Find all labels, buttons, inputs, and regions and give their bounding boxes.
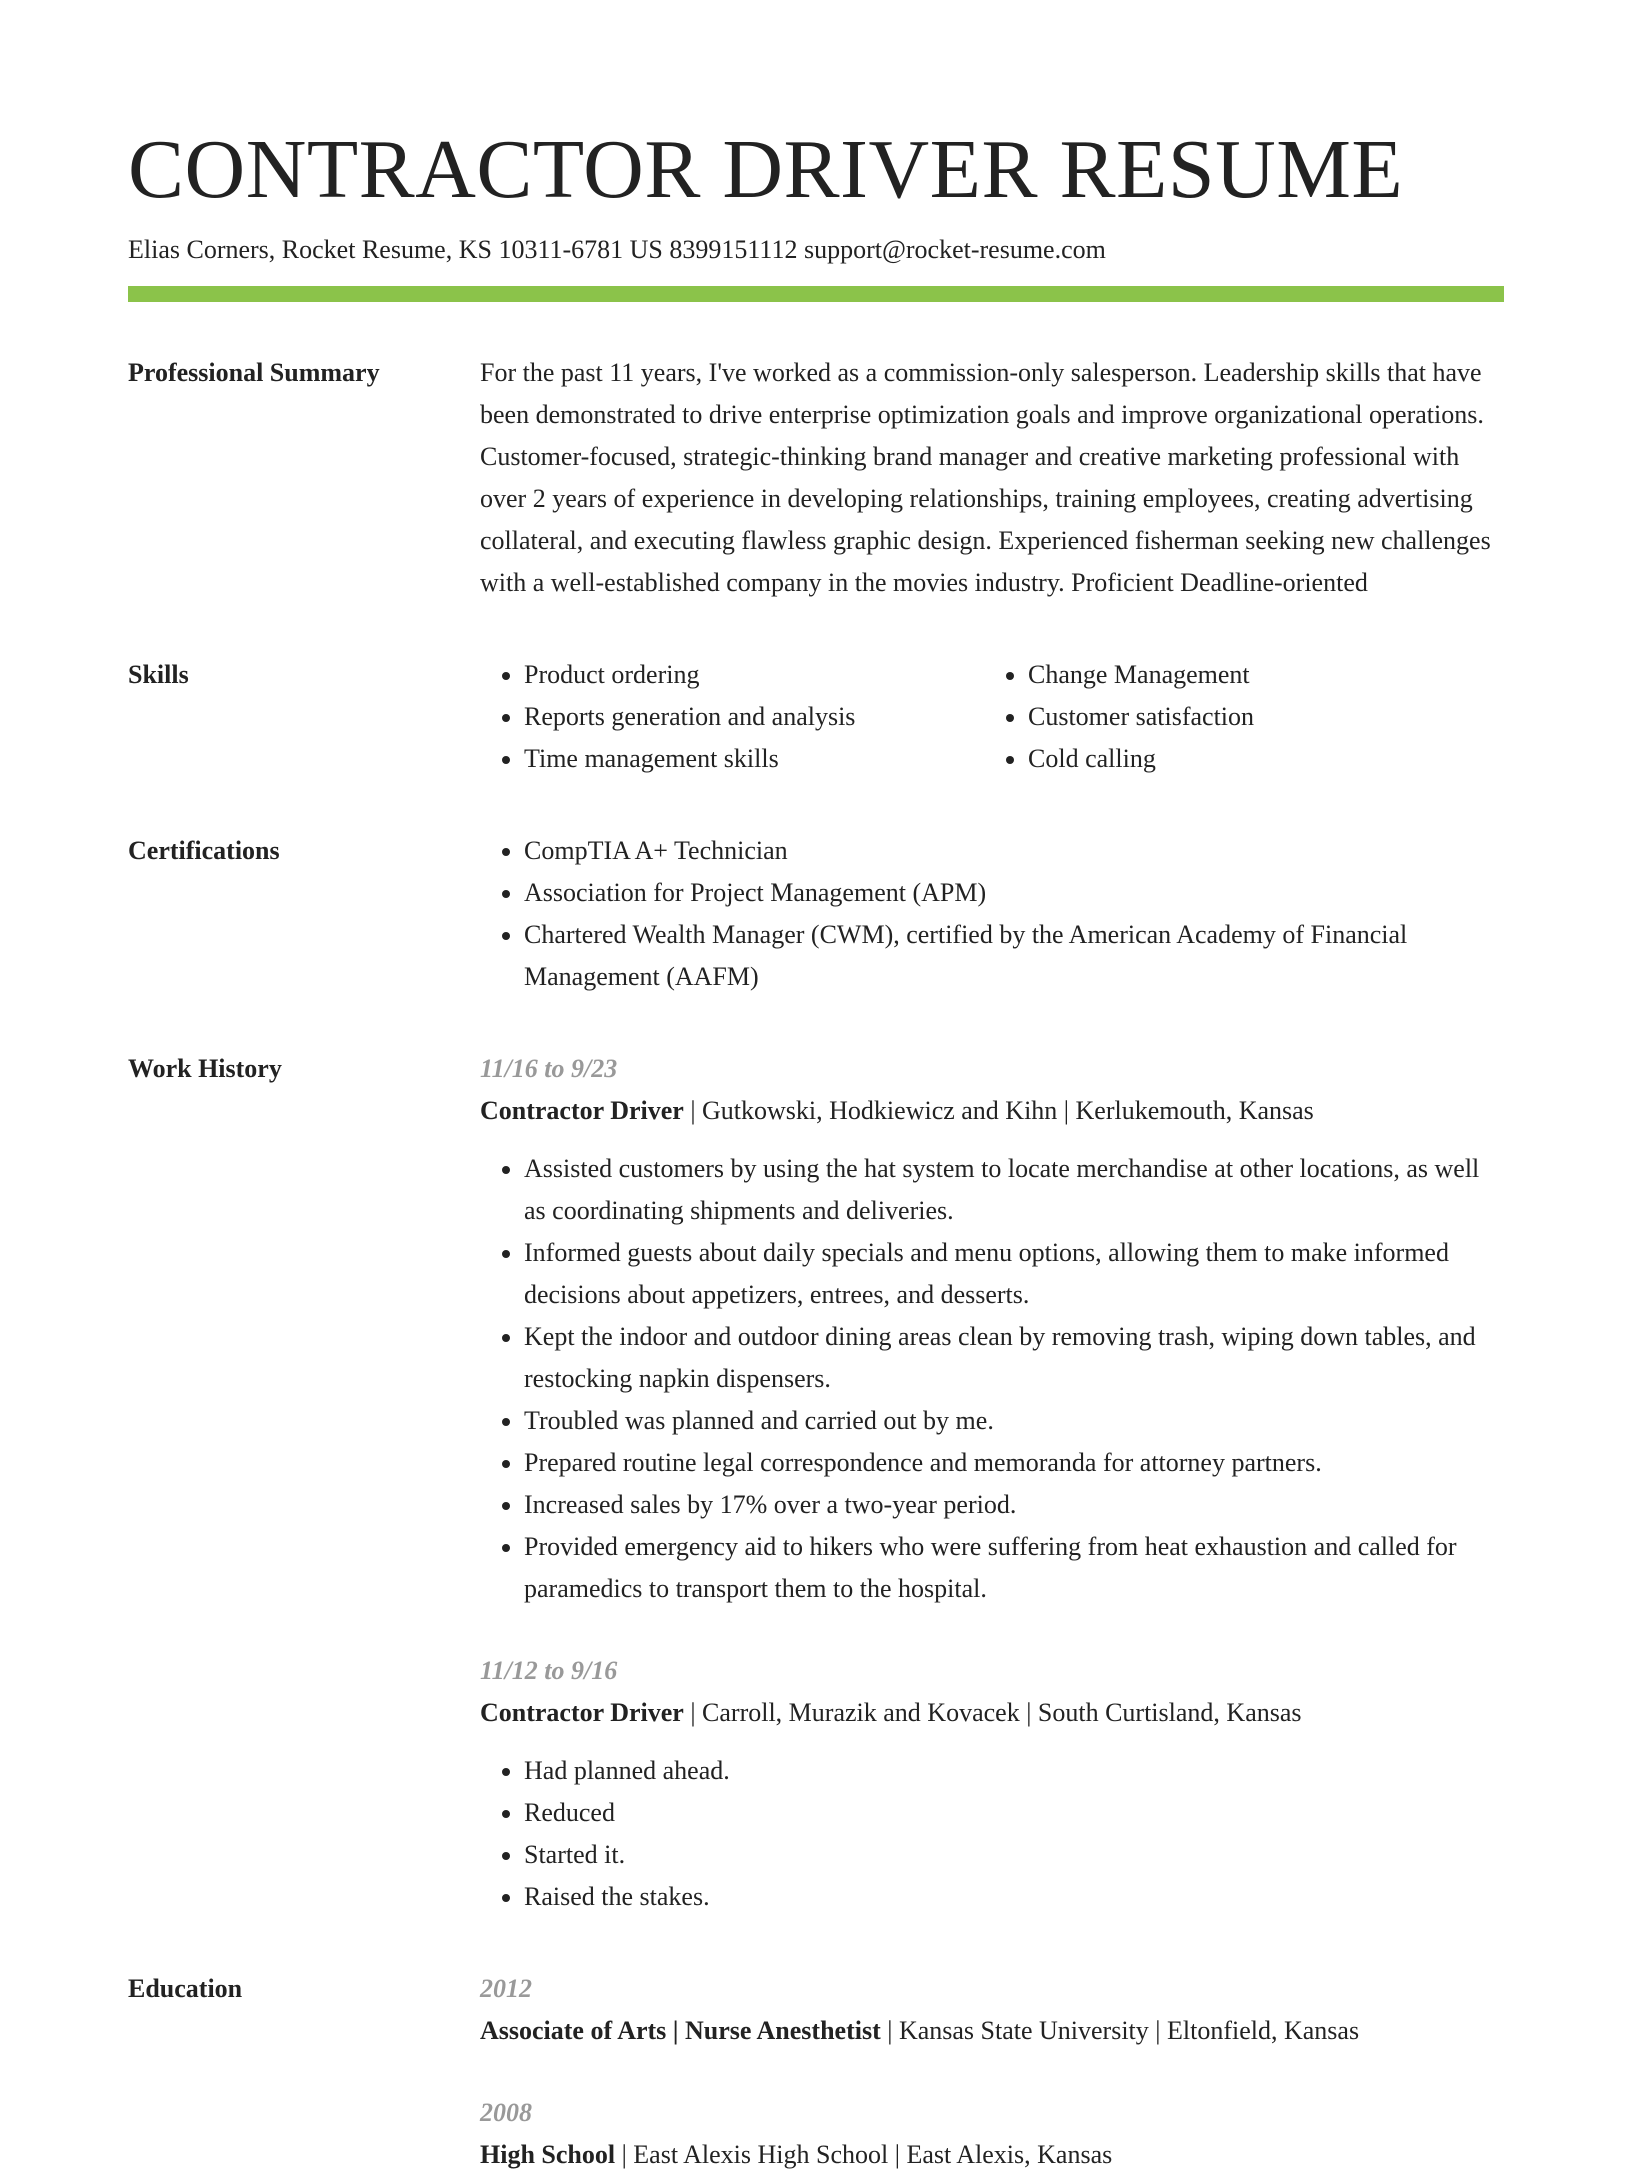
job-date: 11/16 to 9/23 (480, 1054, 618, 1083)
resume-title: CONTRACTOR DRIVER RESUME (128, 123, 1404, 216)
resume-page (128, 120, 1504, 2176)
skill-item: • Cold calling (1028, 738, 1504, 780)
education-entry (480, 2092, 1504, 2176)
job-title: Contractor Driver (480, 1698, 684, 1727)
education-details: | Kansas State University | Eltonfield, Kansas (880, 2016, 1360, 2045)
education-date: 2012 (480, 1974, 532, 2003)
skills-body (480, 654, 1504, 780)
education-section (128, 1968, 1504, 2176)
skills-section (128, 654, 1504, 780)
certification-item: • Association for Project Management (APM) (524, 872, 1504, 914)
contact-line: Elias Corners, Rocket Resume, KS 10311-6781 US 8399151112 support@rocket-resume.com (128, 235, 1106, 264)
job-entry (480, 1048, 1504, 1610)
accent-divider (128, 286, 1504, 302)
job-bullet: • Started it. (524, 1834, 1504, 1876)
job-title: Contractor Driver (480, 1096, 684, 1125)
job-entry (480, 1650, 1504, 1918)
certifications-body (480, 830, 1504, 998)
skill-item: • Time management skills (524, 738, 984, 780)
certifications-section (128, 830, 1504, 998)
certifications-list (480, 830, 1504, 998)
education-details: | East Alexis High School | East Alexis, Kansas (615, 2140, 1113, 2169)
education-date: 2008 (480, 2098, 532, 2127)
skills-list-right (984, 654, 1504, 780)
education-entry (480, 1968, 1504, 2052)
job-bullet: • Had planned ahead. (524, 1750, 1504, 1792)
skill-item: • Reports generation and analysis (524, 696, 984, 738)
certification-item: • Chartered Wealth Manager (CWM), certified by the American Academy of Financial Management (AAFM) (524, 914, 1504, 998)
education-degree: High School (480, 2140, 616, 2169)
summary-text: For the past 11 years, I've worked as a commission-only salesperson. Leadership skills that have been demonstrated to drive enterprise optimization goals and improve organizational operations. Customer-focused, strategic-thinking brand manager and creative marketing professional with over 2 years of experience in developing relationships, training employees, creating advertising collateral, and executing flawless graphic design. Experienced fisherman seeking new challenges with a well-established company in the movies industry. Proficient Deadline-oriented (480, 358, 1491, 597)
section-label: Professional Summary (128, 358, 380, 387)
skill-item: • Product ordering (524, 654, 984, 696)
job-bullets (480, 1148, 1504, 1610)
section-label: Work History (128, 1054, 282, 1083)
work-history-section (128, 1048, 1504, 1918)
summary-body (480, 352, 1504, 604)
skill-item: • Change Management (1028, 654, 1504, 696)
section-label: Skills (128, 660, 189, 689)
job-bullet: • Troubled was planned and carried out by me. (524, 1400, 1504, 1442)
skill-item: • Customer satisfaction (1028, 696, 1504, 738)
job-bullet: • Informed guests about daily specials and menu options, allowing them to make informed decisions about appetizers, entrees, and desserts. (524, 1232, 1504, 1316)
section-label: Education (128, 1974, 243, 2003)
job-bullet: • Kept the indoor and outdoor dining areas clean by removing trash, wiping down tables, and restocking napkin dispensers. (524, 1316, 1504, 1400)
summary-section (128, 352, 1504, 604)
skills-list-left (480, 654, 984, 780)
job-heading (480, 1692, 1504, 1734)
job-details: | Carroll, Murazik and Kovacek | South Curtisland, Kansas (683, 1698, 1302, 1727)
job-bullet: • Reduced (524, 1792, 1504, 1834)
education-heading (480, 2010, 1504, 2052)
job-heading (480, 1090, 1504, 1132)
job-date: 11/12 to 9/16 (480, 1656, 618, 1685)
education-degree: Associate of Arts | Nurse Anesthetist (480, 2016, 881, 2045)
job-bullet: • Raised the stakes. (524, 1876, 1504, 1918)
section-label: Certifications (128, 836, 280, 865)
job-bullet: • Provided emergency aid to hikers who were suffering from heat exhaustion and called for paramedics to transport them to the hospital. (524, 1526, 1504, 1610)
education-heading (480, 2134, 1504, 2176)
education-body (480, 1968, 1504, 2176)
job-bullets (480, 1750, 1504, 1918)
work-history-body (480, 1048, 1504, 1918)
job-bullet: • Assisted customers by using the hat system to locate merchandise at other locations, as well as coordinating shipments and deliveries. (524, 1148, 1504, 1232)
job-bullet: • Prepared routine legal correspondence and memoranda for attorney partners. (524, 1442, 1504, 1484)
certification-item: • CompTIA A+ Technician (524, 830, 1504, 872)
job-details: | Gutkowski, Hodkiewicz and Kihn | Kerlukemouth, Kansas (683, 1096, 1314, 1125)
job-bullet: • Increased sales by 17% over a two-year period. (524, 1484, 1504, 1526)
